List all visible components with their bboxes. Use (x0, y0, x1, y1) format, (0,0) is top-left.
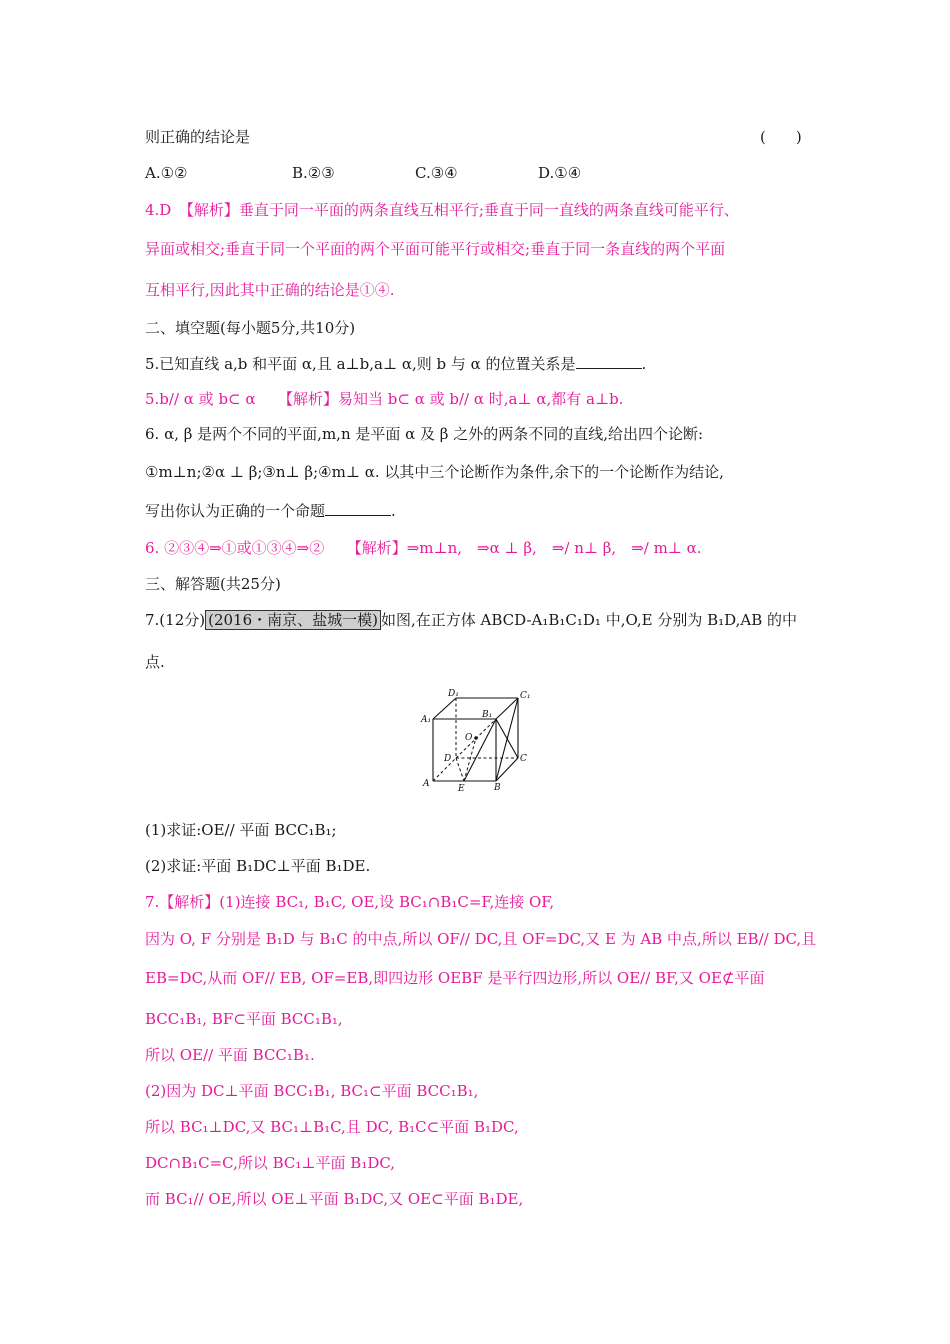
q4-answer-line-2: 异面或相交;垂直于同一个平面的两个平面可能平行或相交;垂直于同一条直线的两个平面 (145, 240, 726, 258)
edge-a1d1 (433, 698, 456, 719)
section-3-heading: 三、解答题(共25分) (145, 575, 281, 593)
label-o: O (465, 733, 473, 743)
q6-answer-blank (325, 501, 391, 516)
label-d1: D₁ (448, 689, 459, 699)
q6-answer: 6. ②③④⇒①或①③④⇒② 【解析】⇒m⊥n, ⇒α ⊥ β, ⇒∕ n⊥ β, ⇒∕ m⊥ α. (145, 539, 702, 557)
q7-stem-text: 如图,在正方体 ABCD-A₁B₁C₁D₁ 中,O,E 分别为 B₁D,AB 的中 (381, 611, 798, 629)
section-2-heading: 二、填空题(每小题5分,共10分) (145, 319, 356, 337)
q7-stem-line-1 (145, 610, 797, 630)
q7-solution-line-1: 7.【解析】(1)连接 BC₁, B₁C, OE,设 BC₁∩B₁C=F,连接 OF, (145, 893, 555, 911)
label-b: B (494, 783, 501, 793)
q6-line-3-text: 写出你认为正确的一个命题 (145, 502, 326, 520)
q4-option-a: A.①② (145, 164, 188, 182)
q7-solution-line-8: DC∩B₁C=C,所以 BC₁⊥平面 B₁DC, (145, 1154, 396, 1172)
label-e: E (458, 784, 465, 794)
q7-solution-line-9: 而 BC₁// OE,所以 OE⊥平面 B₁DC,又 OE⊂平面 B₁DE, (145, 1190, 524, 1208)
q7-solution-line-4: BCC₁B₁, BF⊂平面 BCC₁B₁, (145, 1010, 343, 1028)
q6-line-3-end: . (391, 502, 396, 520)
q4-option-b: B.②③ (292, 164, 335, 182)
q7-solution-line-7: 所以 BC₁⊥DC,又 BC₁⊥B₁C,且 DC, B₁C⊂平面 B₁DC, (145, 1118, 519, 1136)
q7-part-2: (2)求证:平面 B₁DC⊥平面 B₁DE. (145, 857, 371, 875)
q7-prefix: 7.(12分) (145, 611, 206, 629)
q4-option-d: D.①④ (538, 164, 582, 182)
q7-solution-line-6: (2)因为 DC⊥平面 BCC₁B₁, BC₁⊂平面 BCC₁B₁, (145, 1082, 479, 1100)
label-a1: A₁ (421, 715, 432, 725)
q4-answer-line-3: 互相平行,因此其中正确的结论是①④. (145, 281, 395, 299)
q6-line-3 (145, 501, 396, 521)
q4-answer-paren: ( ) (760, 128, 802, 146)
label-c1: C₁ (520, 691, 531, 701)
q7-solution-line-2: 因为 O, F 分别是 B₁D 与 B₁C 的中点,所以 OF// DC,且 OF=DC,又 E 为 AB 中点,所以 EB// DC,且 (145, 930, 817, 948)
q7-source-tag: (2016・南京、盐城一模) (205, 610, 381, 630)
q7-part-1: (1)求证:OE// 平面 BCC₁B₁; (145, 821, 337, 839)
q5-stem-text: 5.已知直线 a,b 和平面 α,且 a⊥b,a⊥ α,则 b 与 α 的位置关系是 (145, 355, 576, 373)
segment-de-hidden (456, 758, 464, 781)
q7-solution-line-5: 所以 OE// 平面 BCC₁B₁. (145, 1046, 315, 1064)
q4-answer-line-1: 4.D 【解析】垂直于同一平面的两条直线互相平行;垂直于同一直线的两条直线可能平行、 (145, 201, 739, 219)
q4-stem-end: 则正确的结论是 (145, 128, 251, 146)
label-a: A (423, 779, 430, 789)
q5-stem-end: . (641, 355, 647, 373)
q6-line-2: ①m⊥n;②α ⊥ β;③n⊥ β;④m⊥ α. 以其中三个论断作为条件,余下的一个论断作为结论, (145, 463, 724, 481)
q5-stem (145, 354, 646, 374)
point-o (474, 736, 478, 740)
q7-solution-line-3: EB=DC,从而 OF// EB, OF=EB,即四边形 OEBF 是平行四边形,所以 OE// BF,又 OE⊄平面 (145, 969, 765, 987)
cube-figure (420, 686, 540, 796)
label-d: D (444, 754, 452, 764)
segment-b1e (464, 719, 496, 781)
q7-stem-line-2: 点. (145, 653, 165, 671)
q5-answer-blank (576, 354, 642, 369)
q5-answer: 5.b// α 或 b⊂ α 【解析】易知当 b⊂ α 或 b// α 时,a⊥ α,都有 a⊥b. (145, 390, 624, 408)
q4-option-c: C.③④ (415, 164, 458, 182)
label-c: C (520, 754, 527, 764)
segment-bc1 (496, 698, 518, 781)
label-b1: B₁ (482, 710, 493, 720)
q6-line-1: 6. α, β 是两个不同的平面,m,n 是平面 α 及 β 之外的两条不同的直线,给出四个论断: (145, 425, 704, 443)
